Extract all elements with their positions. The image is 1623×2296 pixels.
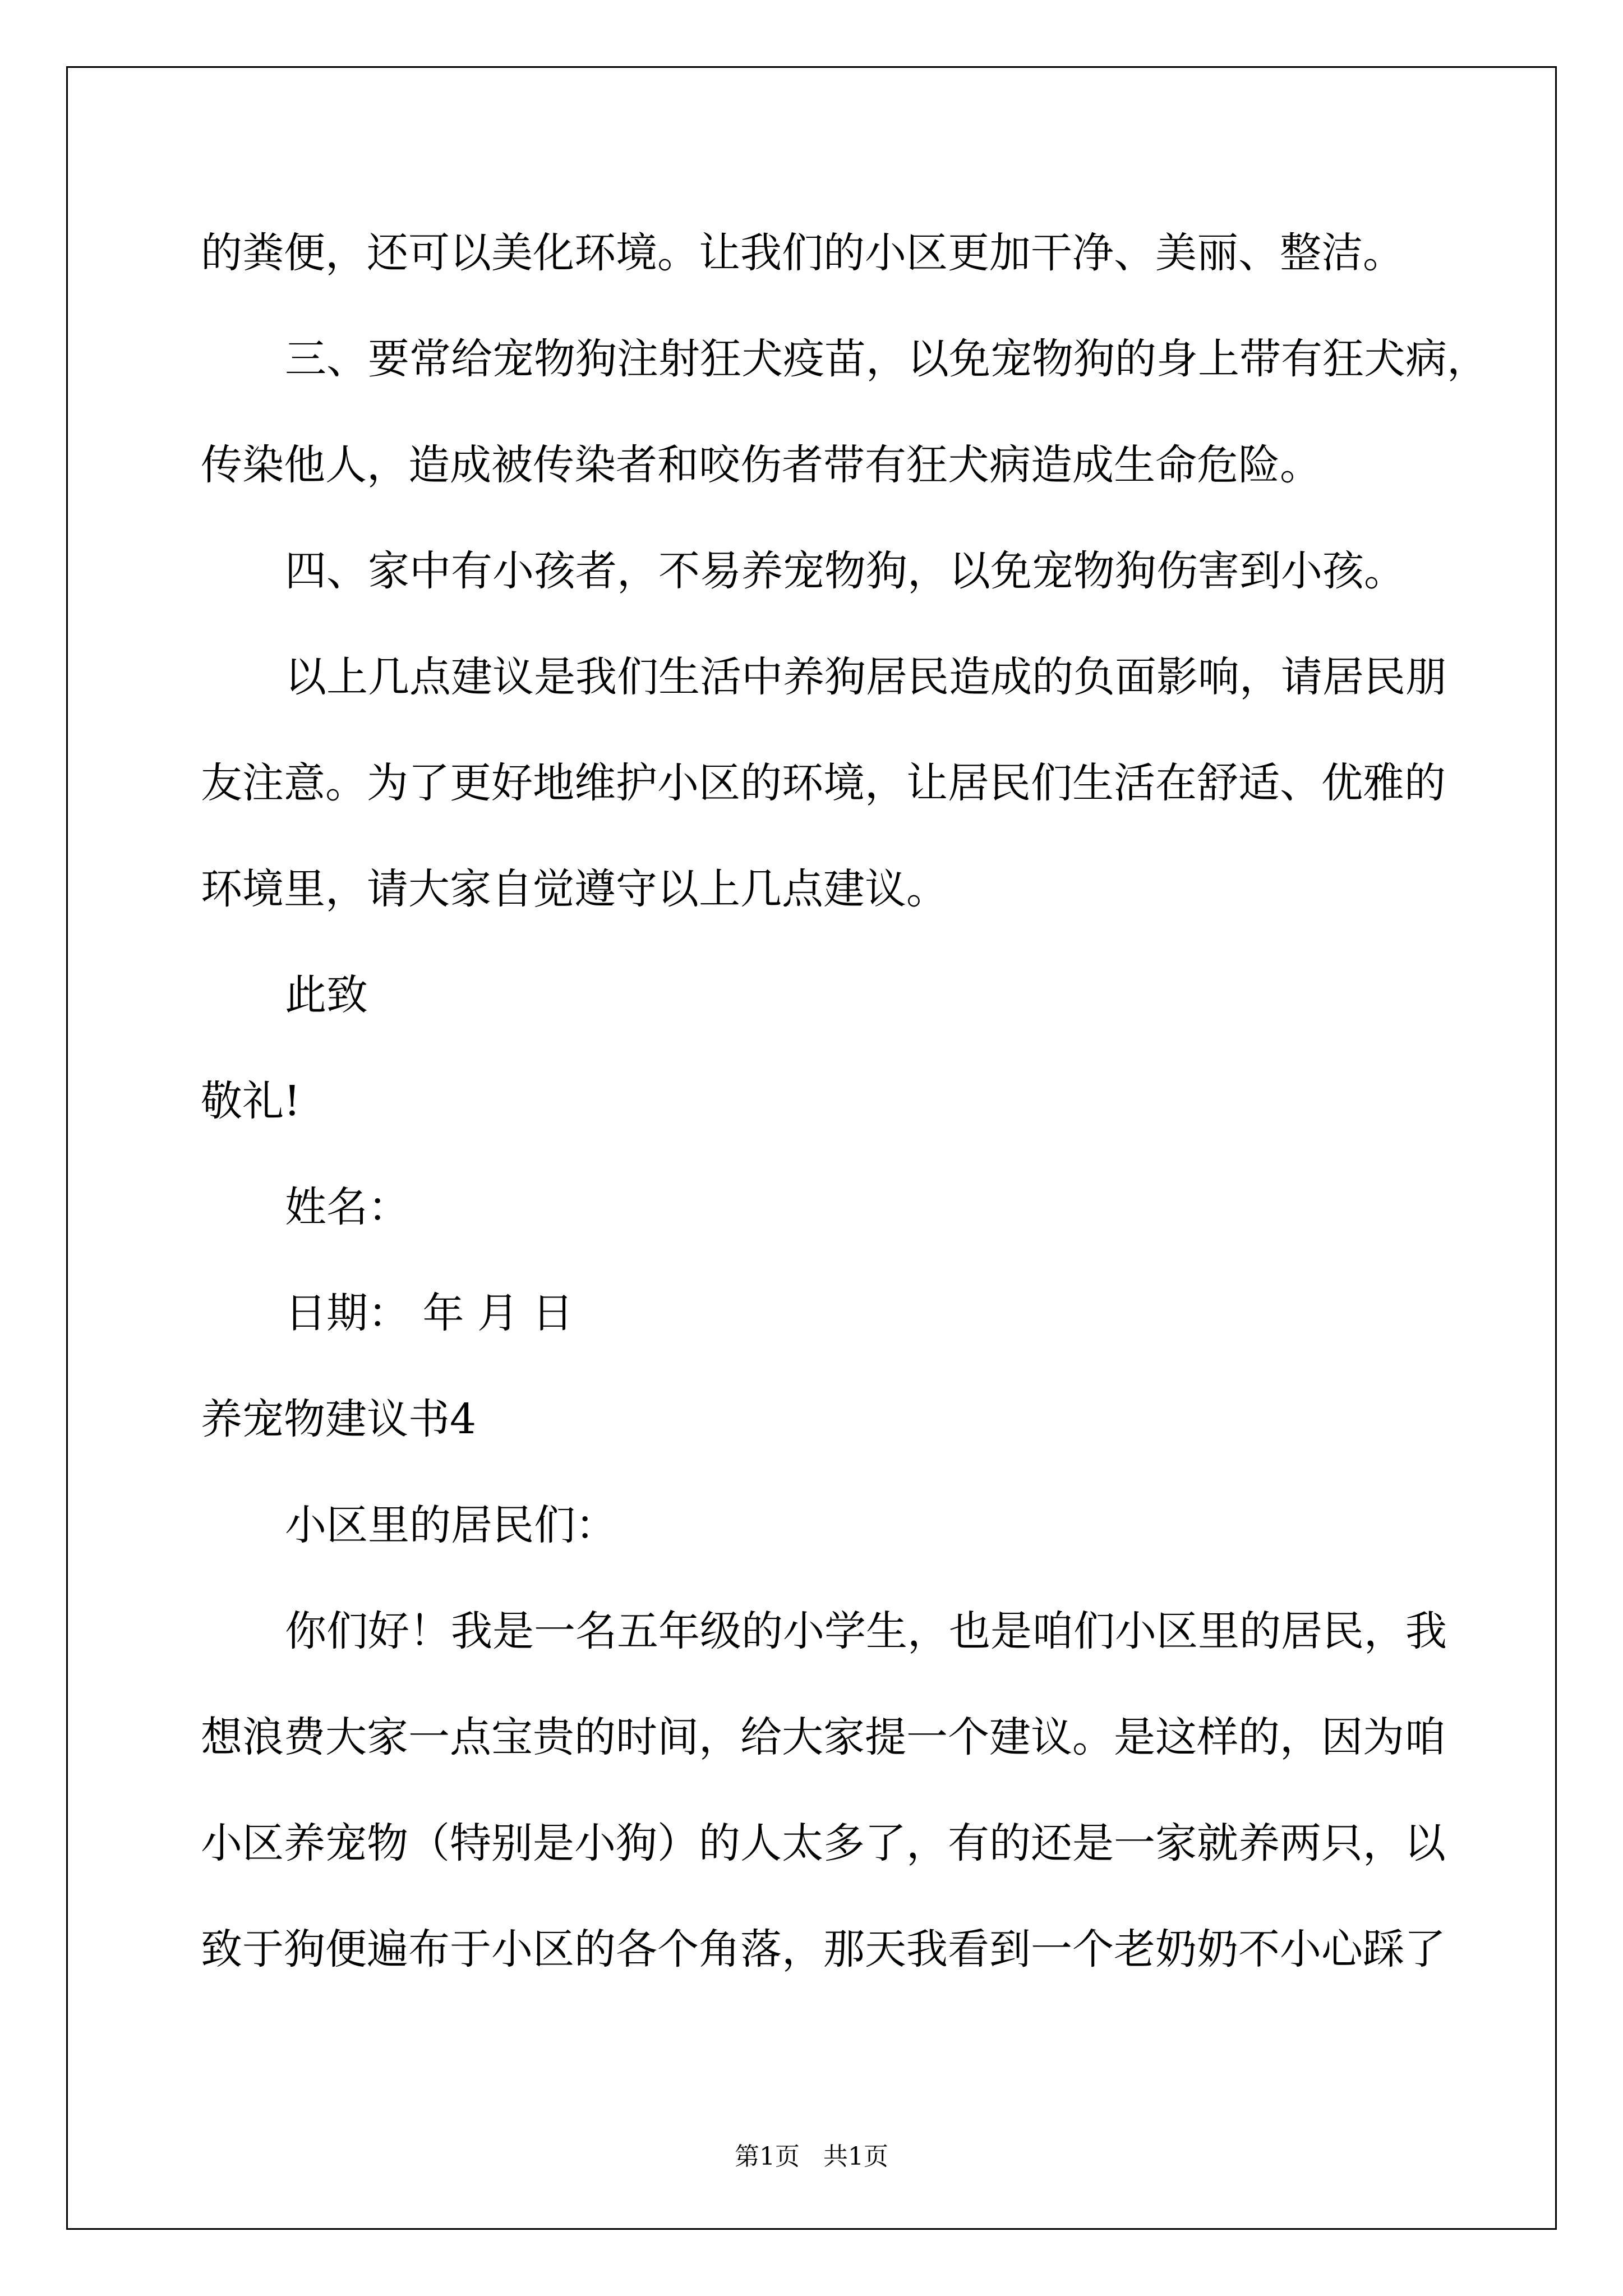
- body-text-line: 友注意。为了更好地维护小区的环境，让居民们生活在舒适、优雅的: [201, 759, 1446, 807]
- page-number-footer: 第1页 共1页: [735, 2142, 888, 2171]
- body-text-line: 小区养宠物（特别是小狗）的人太多了，有的还是一家就养两只，以: [201, 1819, 1446, 1867]
- section-heading: 养宠物建议书4: [201, 1395, 477, 1443]
- closing-line: 此致: [285, 971, 368, 1019]
- greeting-line: 小区里的居民们：: [285, 1501, 617, 1549]
- body-text-line: 想浪费大家一点宝贵的时间，给大家提一个建议。是这样的，因为咱: [201, 1713, 1446, 1761]
- body-text-line: 三、要常给宠物狗注射狂犬疫苗，以免宠物狗的身上带有狂犬病，: [285, 335, 1488, 383]
- body-text-line: 以上几点建议是我们生活中养狗居民造成的负面影响，请居民朋: [285, 653, 1447, 701]
- signature-name-line: 姓名：: [285, 1183, 409, 1231]
- signature-date-line: 日期： 年 月 日: [285, 1289, 574, 1337]
- body-text-line: 环境里，请大家自觉遵守以上几点建议。: [201, 865, 948, 913]
- body-text-line: 传染他人，造成被传染者和咬伤者带有狂犬病造成生命危险。: [201, 441, 1321, 489]
- salutation-line: 敬礼!: [201, 1077, 301, 1125]
- body-text-line: 四、家中有小孩者，不易养宠物狗，以免宠物狗伤害到小孩。: [285, 547, 1405, 595]
- body-text-line: 致于狗便遍布于小区的各个角落，那天我看到一个老奶奶不小心踩了: [201, 1925, 1446, 1973]
- body-text-line: 的粪便，还可以美化环境。让我们的小区更加干净、美丽、整洁。: [201, 229, 1404, 277]
- page-border: [66, 66, 1557, 2230]
- body-text-line: 你们好！我是一名五年级的小学生，也是咱们小区里的居民，我: [285, 1607, 1447, 1655]
